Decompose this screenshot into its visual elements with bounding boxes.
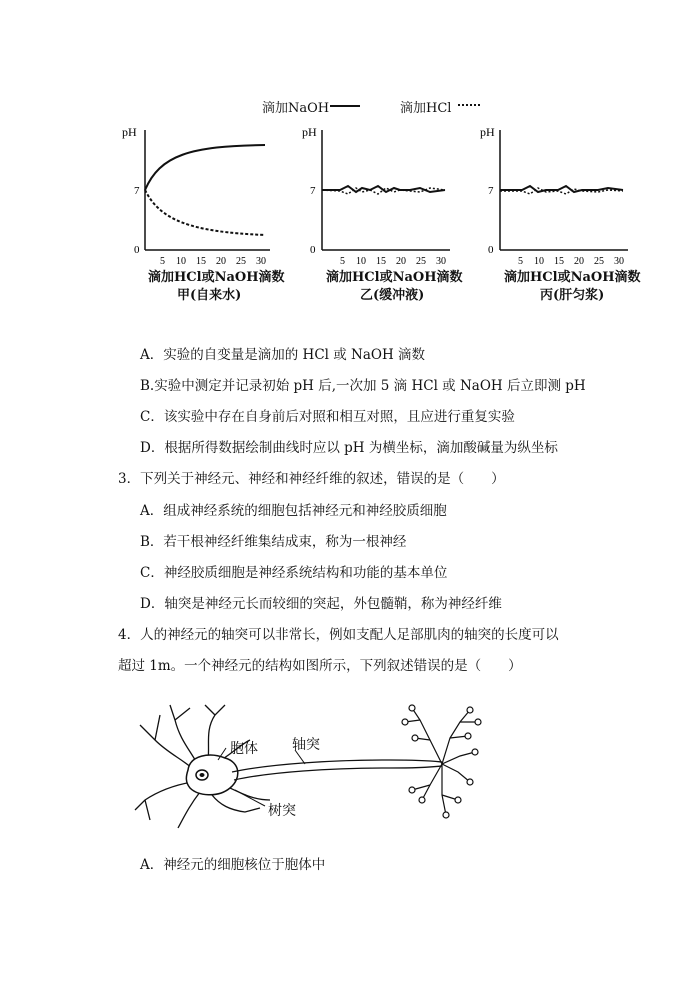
x-tick: 15 <box>196 256 206 267</box>
q2-option-c: C．该实验中存在自身前后对照和相互对照，且应进行重复实验 <box>140 409 515 425</box>
x-tick: 15 <box>376 256 386 267</box>
neuron-diagram <box>130 700 550 830</box>
y-axis-label: pH <box>480 125 495 139</box>
chart-bing-xlabel: 滴加HCl或NaOH滴数 <box>504 270 641 285</box>
chart-yi-xlabel: 滴加HCl或NaOH滴数 <box>326 270 463 285</box>
y-axis-label: pH <box>302 125 317 139</box>
x-tick: 10 <box>176 256 186 267</box>
q3-stem: 3．下列关于神经元、神经和神经纤维的叙述，错误的是（ ） <box>118 471 505 487</box>
label-dendrite: 树突 <box>268 803 296 819</box>
y-axis-label: pH <box>122 125 137 139</box>
q4-stem-line1: 4．人的神经元的轴突可以非常长，例如支配人足部肌肉的轴突的长度可以 <box>118 627 559 643</box>
naoh-curve <box>145 145 265 190</box>
x-tick: 20 <box>396 256 406 267</box>
nucleolus <box>200 773 205 777</box>
legend-naoh-label: 滴加NaOH <box>262 101 330 116</box>
q3-option-a: A．组成神经系统的细胞包括神经元和神经胶质细胞 <box>140 503 447 519</box>
naoh-curve <box>500 186 623 192</box>
chart-jia-xlabel: 滴加HCl或NaOH滴数 <box>148 270 285 285</box>
legend-hcl <box>400 97 451 116</box>
chart-yi-caption: 乙(缓冲液) <box>360 288 425 303</box>
x-tick: 25 <box>594 256 604 267</box>
legend-hcl-label: 滴加HCl <box>400 101 452 116</box>
x-tick: 20 <box>216 256 226 267</box>
x-tick: 30 <box>436 256 446 267</box>
neuron-svg <box>130 700 550 830</box>
x-tick: 5 <box>518 256 523 267</box>
y-tick-0: 0 <box>134 244 140 256</box>
q3-option-d: D．轴突是神经元长而较细的突起，外包髓鞘，称为神经纤维 <box>140 596 502 612</box>
x-tick: 5 <box>160 256 165 267</box>
axon-outer <box>234 766 442 780</box>
label-cell-body: 胞体 <box>230 741 258 757</box>
q2-option-b: B.实验中测定并记录初始 pH 后,一次加 5 滴 HCl 或 NaOH 后立即测 pH <box>140 378 586 394</box>
chart-jia-caption: 甲(自来水) <box>177 288 242 303</box>
y-tick-7: 7 <box>134 185 140 197</box>
q3-option-b: B．若干根神经纤维集结成束，称为一根神经 <box>140 534 407 550</box>
x-tick: 25 <box>236 256 246 267</box>
q4-option-a: A．神经元的细胞核位于胞体中 <box>140 857 326 873</box>
hcl-curve <box>145 190 265 235</box>
y-tick-0: 0 <box>310 244 316 256</box>
chart-bing-caption: 丙(肝匀浆) <box>540 288 605 303</box>
q3-option-c: C．神经胶质细胞是神经系统结构和功能的基本单位 <box>140 565 448 581</box>
x-tick: 10 <box>534 256 544 267</box>
x-tick: 10 <box>356 256 366 267</box>
x-tick: 25 <box>416 256 426 267</box>
y-tick-7: 7 <box>488 185 494 197</box>
x-tick: 15 <box>554 256 564 267</box>
x-tick: 5 <box>340 256 345 267</box>
x-tick: 30 <box>614 256 624 267</box>
legend-naoh <box>262 97 329 116</box>
chart-jia <box>120 120 290 270</box>
q4-stem-line2: 超过 1m。一个神经元的结构如图所示，下列叙述错误的是（ ） <box>118 658 522 674</box>
q2-option-d: D．根据所得数据绘制曲线时应以 pH 为横坐标，滴加酸碱量为纵坐标 <box>140 440 558 456</box>
legend-dotted-line <box>458 103 484 107</box>
q2-option-a: A．实验的自变量是滴加的 HCl 或 NaOH 滴数 <box>140 347 426 363</box>
y-tick-0: 0 <box>488 244 494 256</box>
axon <box>232 760 442 772</box>
cell-body <box>186 755 237 795</box>
y-tick-7: 7 <box>310 185 316 197</box>
legend-solid-line <box>330 104 362 108</box>
dendrite-leader <box>235 790 265 806</box>
x-tick: 20 <box>574 256 584 267</box>
label-axon: 轴突 <box>292 737 320 753</box>
chart-bing <box>478 120 648 270</box>
chart-yi <box>300 120 470 270</box>
x-tick: 30 <box>256 256 266 267</box>
